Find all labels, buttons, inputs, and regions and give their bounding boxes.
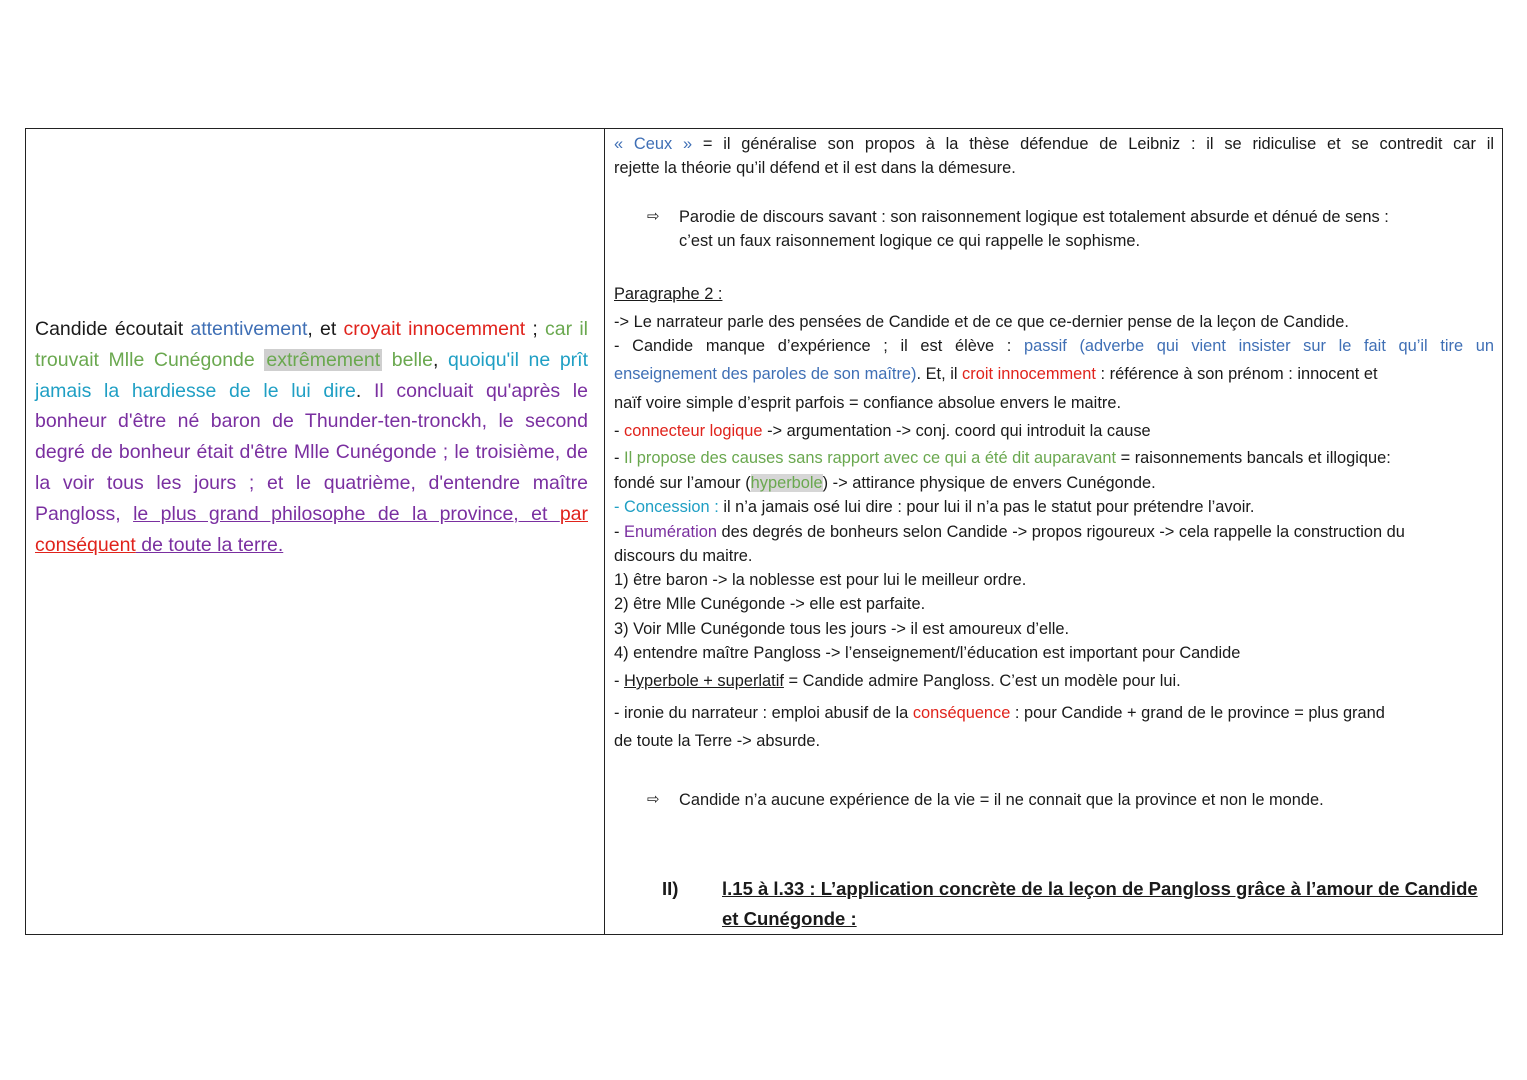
analysis-line: de toute la Terre -> absurde. <box>614 732 821 750</box>
analysis-line: - Candide manque d’expérience ; il est élève : passif (adverbe qui vient insister sur le fait qu’il tire un <box>614 337 1494 355</box>
text-run-quoiquil: quoiqu'il ne prît jamais la hardiesse de le lui dire <box>35 348 589 402</box>
analysis-line: -> Le narrateur parle des pensées de Candide et de ce que ce-dernier pense de la leçon de Candide. <box>614 313 1349 331</box>
list-item: 1) être baron -> la noblesse est pour lui le meilleur ordre. <box>614 571 1027 589</box>
text-run-croyait: croyait innocemment <box>343 318 526 340</box>
text-run-superlatif: le plus grand philosophe de la province, et <box>133 502 560 525</box>
text-run-par-consequent: par conséquent <box>35 502 588 556</box>
section-heading: l.15 à l.33 : L’application concrète de la leçon de Pangloss grâce à l’amour de Candide <box>722 878 1478 899</box>
analysis-line: enseignement des paroles de son maître). Et, il croit innocemment : référence à son prénom : innocent et <box>614 365 1378 383</box>
conclusion-line: Parodie de discours savant : son raisonnement logique est totalement absurde et dénué de sens : <box>679 208 1389 226</box>
analysis-line: - connecteur logique -> argumentation -> conj. coord qui introduit la cause <box>614 422 1151 440</box>
list-item: 4) entendre maître Pangloss -> l’enseignement/l’éducation est important pour Candide <box>614 644 1241 662</box>
column-divider <box>604 129 605 934</box>
text-run-car: car il trouvait Mlle Cunégonde <box>35 318 588 371</box>
section-number: II) <box>662 878 679 899</box>
analysis-line: discours du maitre. <box>614 547 753 565</box>
list-item: 2) être Mlle Cunégonde -> elle est parfaite. <box>614 595 926 613</box>
analysis-line: rejette la théorie qu’il défend et il est dans la démesure. <box>614 159 1016 177</box>
arrow-right-icon: ⇨ <box>647 208 660 225</box>
text-run: , et <box>307 318 344 340</box>
notes-table <box>25 128 1503 935</box>
analysis-line: - ironie du narrateur : emploi abusif de la conséquence : pour Candide + grand de le province = plus grand <box>614 704 1385 722</box>
section-label: Paragraphe 2 : <box>614 285 723 303</box>
text-run-toute-la-terre: de toute la terre. <box>135 533 284 556</box>
text-run-attentivement: attentivement <box>190 318 308 340</box>
analysis-line: - Concession : il n’a jamais osé lui dire : pour lui il n’a pas le statut pour prétendre l’avoir. <box>614 498 1255 516</box>
analysis-line: naïf voire simple d’esprit parfois = confiance absolue envers le maitre. <box>614 394 1121 412</box>
text-run: Candide écoutait <box>35 318 191 340</box>
text-run: , <box>432 348 448 371</box>
analysis-line: - Enumération des degrés de bonheurs selon Candide -> propos rigoureux -> cela rappelle la construction du <box>614 523 1405 541</box>
list-item: 3) Voir Mlle Cunégonde tous les jours -> il est amoureux d’elle. <box>614 620 1070 638</box>
analysis-line: fondé sur l’amour (hyperbole) -> attirance physique de envers Cunégonde. <box>614 474 1156 492</box>
analysis-line <box>614 132 1494 156</box>
text-run: ; <box>525 318 546 340</box>
quote-ceux: « Ceux » <box>614 135 693 153</box>
text-run: = il généralise son propos à la thèse défendue de Leibniz : il se ridiculise et se contredit car il <box>692 135 1494 153</box>
conclusion-line: c’est un faux raisonnement logique ce qui rappelle le sophisme. <box>679 232 1141 250</box>
text-run-extremement: extrêmement <box>266 348 381 371</box>
conclusion-line: Candide n’a aucune expérience de la vie = il ne connait que la province et non le monde. <box>679 791 1324 809</box>
arrow-right-icon: ⇨ <box>647 791 660 808</box>
analysis-line: - Il propose des causes sans rapport avec ce qui a été dit auparavant = raisonnements bancals et illogique: <box>614 449 1391 467</box>
section-heading: et Cunégonde : <box>722 908 857 929</box>
text-run-enumeration: Il concluait qu'après le bonheur d'être né baron de Thunder-ten-tronckh, le second degré de bonheur était d'être Mlle Cunégonde ; le troisième, de la voir tous les jours ; et le quatrième, d'entendre maître Pangloss, <box>35 379 588 525</box>
analysis-line: - Hyperbole + superlatif = Candide admire Pangloss. C’est un modèle pour lui. <box>614 672 1181 690</box>
text-run: . <box>355 379 374 402</box>
text-run-belle: belle <box>382 348 433 371</box>
quoted-text <box>35 314 588 560</box>
